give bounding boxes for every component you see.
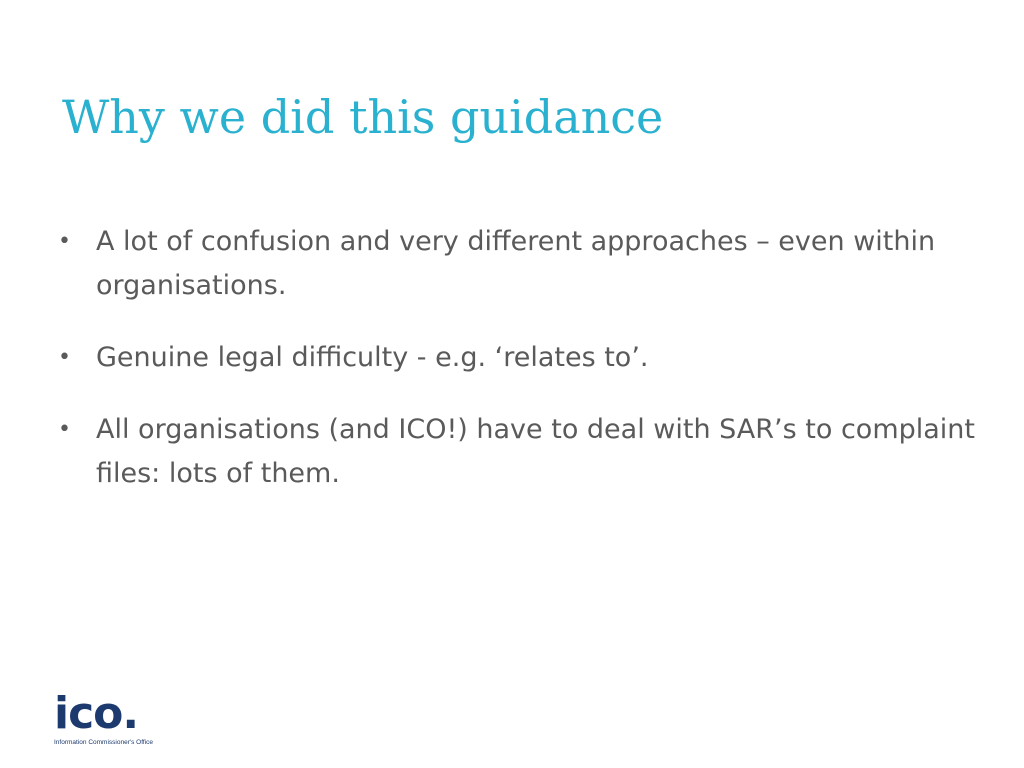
- logo-tagline: Information Commissioner's Office: [54, 739, 154, 746]
- logo-mark: ico.: [54, 688, 139, 739]
- bullet-marker: •: [58, 417, 71, 442]
- bullet-item: [58, 220, 978, 308]
- bullet-item: [58, 408, 978, 496]
- bullet-text: Genuine legal difficulty - e.g. ‘relates to’.: [96, 342, 649, 373]
- bullet-marker: •: [58, 345, 71, 370]
- bullet-text: A lot of confusion and very different approaches – even within organisations.: [96, 226, 936, 301]
- bullet-item: [58, 336, 978, 380]
- bullet-marker: •: [58, 229, 71, 254]
- bullet-text: All organisations (and ICO!) have to deal with SAR’s to complaint files: lots of them.: [96, 414, 976, 489]
- slide-title: Why we did this guidance: [62, 90, 664, 144]
- bullet-list: [58, 220, 978, 524]
- ico-logo: [54, 688, 174, 754]
